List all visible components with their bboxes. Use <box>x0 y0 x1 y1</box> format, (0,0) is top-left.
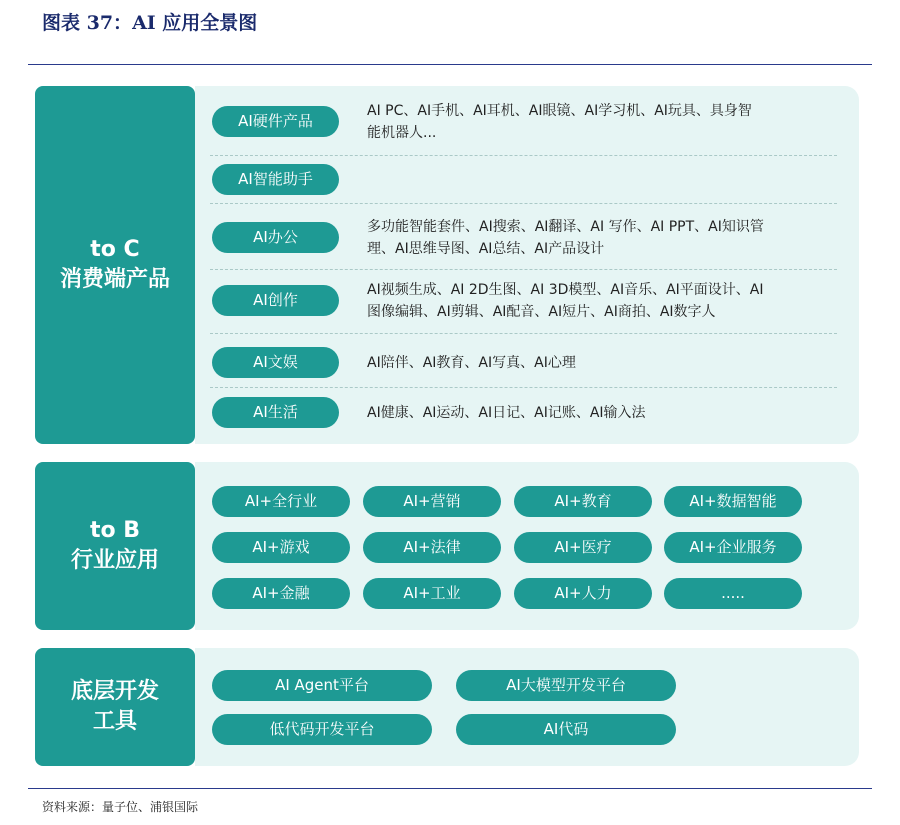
to-c-label-box <box>35 86 195 444</box>
desc-ai-office <box>367 216 764 260</box>
desc-ai-life-line1: AI健康、AI运动、AI日记、AI记账、AI输入法 <box>367 405 646 421</box>
tag-ai-assistant: AI智能助手 <box>212 164 339 195</box>
industry-gaming: AI+游戏 <box>212 532 350 563</box>
to-c-content <box>195 86 859 444</box>
industry-finance: AI+金融 <box>212 578 350 609</box>
figure-title <box>42 10 257 36</box>
desc-ai-entertainment <box>367 352 576 374</box>
to-b-label-box <box>35 462 195 630</box>
dev-tools-content <box>195 648 859 766</box>
desc-ai-office-line2: 理、AI思维导图、AI总结、AI产品设计 <box>367 241 605 257</box>
row-separator <box>210 203 837 204</box>
tag-ai-office: AI办公 <box>212 222 339 253</box>
tag-ai-life: AI生活 <box>212 397 339 428</box>
industry-all: AI+全行业 <box>212 486 350 517</box>
industry-enterprise-services: AI+企业服务 <box>664 532 802 563</box>
to-b-section <box>35 462 859 630</box>
industry-education: AI+教育 <box>514 486 652 517</box>
desc-ai-office-line1: 多功能智能套件、AI搜索、AI翻译、AI 写作、AI PPT、AI知识管 <box>367 219 764 235</box>
tool-low-code-platform: 低代码开发平台 <box>212 714 432 745</box>
to-b-label-line1: to B <box>89 518 141 543</box>
industry-legal: AI+法律 <box>363 532 501 563</box>
to-c-label-line1: to C <box>90 237 140 262</box>
source-note: 资料来源：量子位、浦银国际 <box>42 800 199 814</box>
dev-tools-label-line1: 底层开发 <box>70 679 159 704</box>
to-b-label-line2: 行业应用 <box>70 548 159 573</box>
dev-tools-label-line2: 工具 <box>92 709 137 734</box>
figure-title-text: AI 应用全景图 <box>132 12 258 34</box>
industry-hr: AI+人力 <box>514 578 652 609</box>
to-c-label-line2: 消费端产品 <box>59 267 170 292</box>
desc-ai-creation-line2: 图像编辑、AI剪辑、AI配音、AI短片、AI商拍、AI数字人 <box>367 304 716 320</box>
to-c-section <box>35 86 859 444</box>
dev-tools-label-box <box>35 648 195 766</box>
to-b-content <box>195 462 859 630</box>
desc-ai-life <box>367 402 646 424</box>
figure-label: 图表 37： <box>42 12 133 34</box>
desc-ai-hardware-line1: AI PC、AI手机、AI耳机、AI眼镜、AI学习机、AI玩具、具身智 <box>367 103 752 119</box>
industry-data-intelligence: AI+数据智能 <box>664 486 802 517</box>
industry-more: ..... <box>664 578 802 609</box>
desc-ai-creation-line1: AI视频生成、AI 2D生图、AI 3D模型、AI音乐、AI平面设计、AI <box>367 282 764 298</box>
row-separator <box>210 333 837 334</box>
desc-ai-hardware-line2: 能机器人... <box>367 125 437 141</box>
industry-marketing: AI+营销 <box>363 486 501 517</box>
desc-ai-entertainment-line1: AI陪伴、AI教育、AI写真、AI心理 <box>367 355 576 371</box>
row-separator <box>210 155 837 156</box>
tag-ai-hardware: AI硬件产品 <box>212 106 339 137</box>
tag-ai-creation: AI创作 <box>212 285 339 316</box>
industry-medical: AI+医疗 <box>514 532 652 563</box>
tool-ai-agent-platform: AI Agent平台 <box>212 670 432 701</box>
top-divider <box>28 64 872 65</box>
tag-ai-entertainment: AI文娱 <box>212 347 339 378</box>
row-separator <box>210 387 837 388</box>
industry-manufacturing: AI+工业 <box>363 578 501 609</box>
tool-llm-dev-platform: AI大模型开发平台 <box>456 670 676 701</box>
desc-ai-creation <box>367 279 764 323</box>
dev-tools-section <box>35 648 859 766</box>
desc-ai-hardware <box>367 100 752 144</box>
row-separator <box>210 269 837 270</box>
bottom-divider <box>28 788 872 789</box>
tool-ai-code: AI代码 <box>456 714 676 745</box>
